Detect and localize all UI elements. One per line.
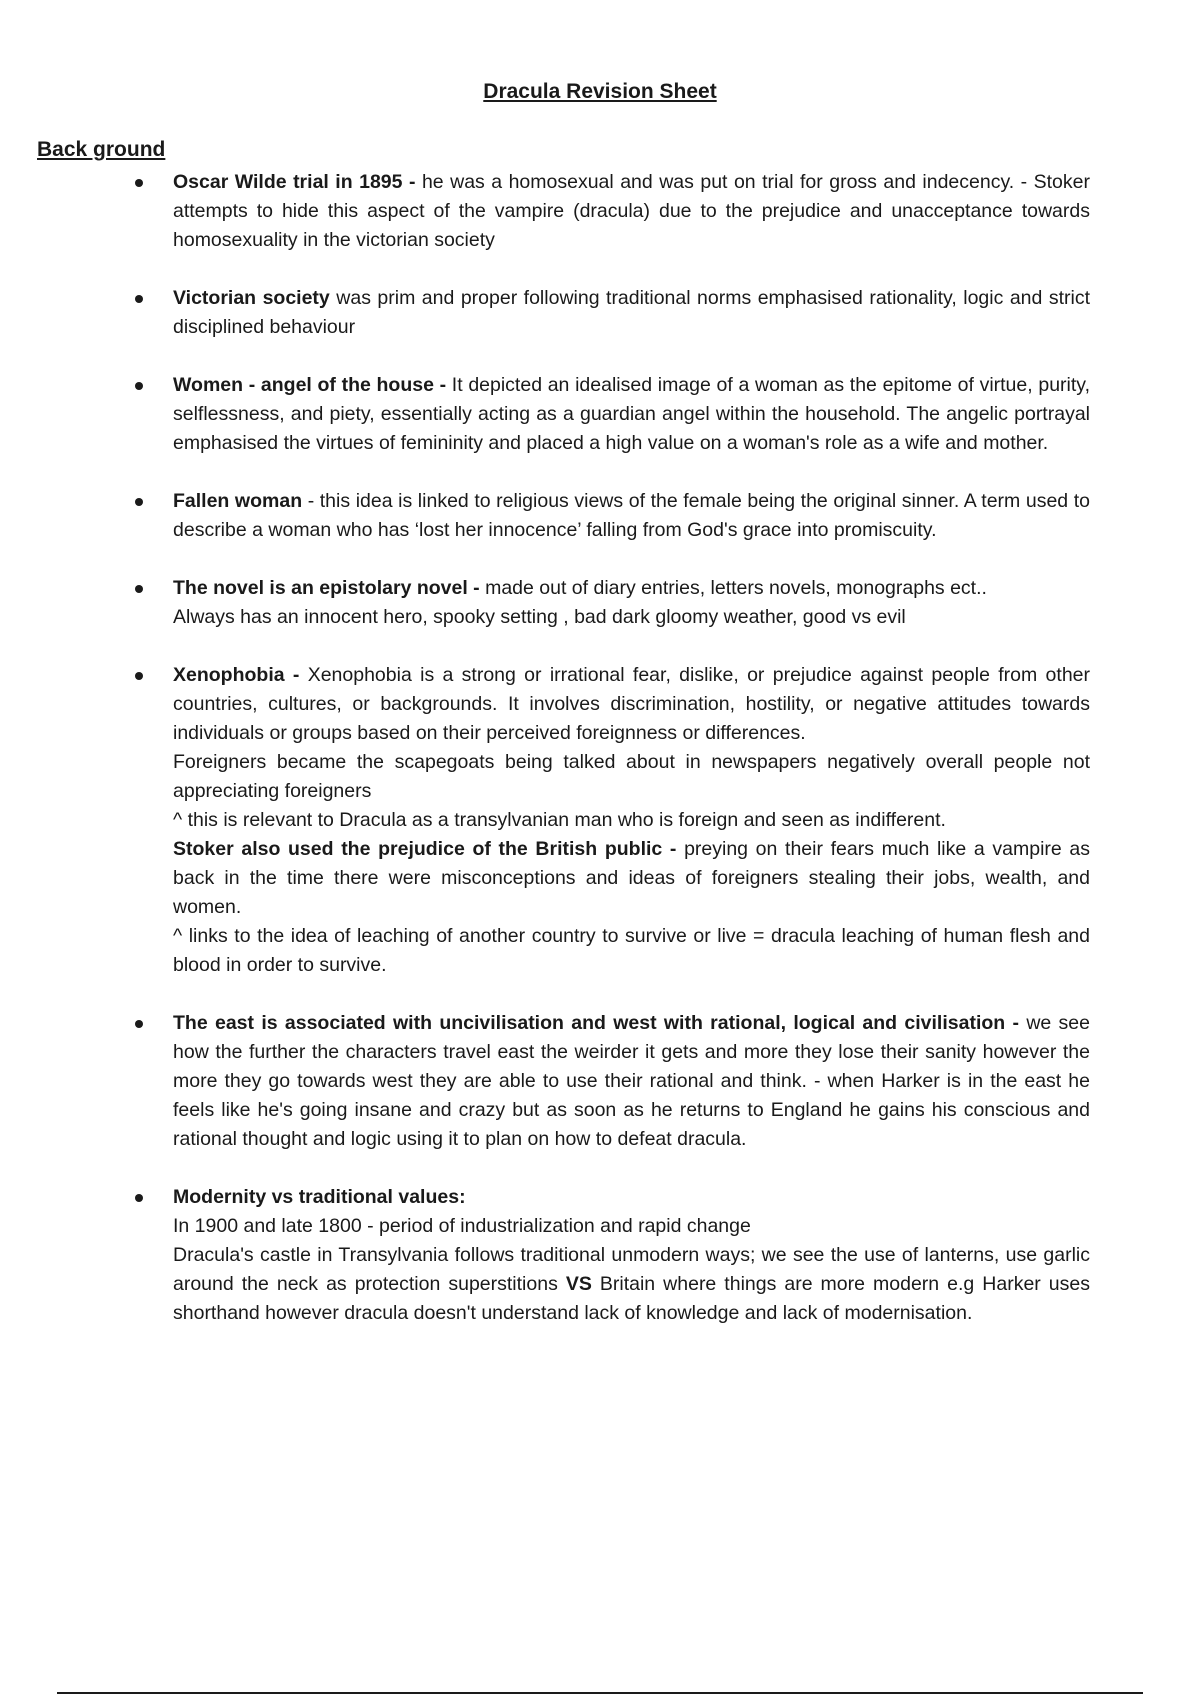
item-heading: Women - angel of the house - bbox=[173, 374, 447, 396]
item-heading: Victorian society bbox=[173, 287, 330, 309]
item-emphasis: VS bbox=[565, 1273, 592, 1295]
item-text: we see how the further the characters travel east the weirder it gets and more they lose their sanity however the more they go towards west they are able to use their rational and think. - when Harker is in the east he feels like he's going insane and crazy but as soon as he returns to England he gains his conscious and rational thought and logic using it to plan on how to defeat dracula. bbox=[173, 1012, 1090, 1150]
bullet-dot-icon bbox=[135, 672, 143, 680]
item-note: ^ links to the idea of leaching of another country to survive or live = dracula leaching of human flesh and blood in order to survive. bbox=[173, 925, 1090, 976]
item-text: Dracula's castle in Transylvania follows traditional unmodern ways; we see the use of lanterns, use garlic around the neck as protection superstitions bbox=[173, 1244, 1090, 1295]
item-text: Always has an innocent hero, spooky setting , bad dark gloomy weather, good vs evil bbox=[173, 606, 906, 628]
item-heading: The novel is an epistolary novel - bbox=[173, 577, 480, 599]
bullet-dot-icon bbox=[135, 179, 143, 187]
item-subheading: Stoker also used the prejudice of the British public - bbox=[173, 838, 677, 860]
bullet-dot-icon bbox=[135, 1020, 143, 1028]
bullet-dot-icon bbox=[135, 295, 143, 303]
item-heading: Oscar Wilde trial in 1895 - bbox=[173, 171, 416, 193]
item-heading: The east is associated with uncivilisation and west with rational, logical and civilisation - bbox=[173, 1012, 1019, 1034]
item-heading: Fallen woman bbox=[173, 490, 303, 512]
list-item bbox=[0, 371, 1200, 458]
bullet-dot-icon bbox=[135, 382, 143, 390]
list-item bbox=[0, 661, 1200, 980]
item-text: he was a homosexual and was put on trial for gross and indecency. - Stoker attempts to hide this aspect of the vampire (dracula) due to the prejudice and unacceptance towards homosexuality in the victorian society bbox=[173, 171, 1090, 251]
item-text: preying on their fears much like a vampire as back in the time there were misconceptions and ideas of foreigners stealing their jobs, wealth, and women. bbox=[173, 838, 1090, 918]
item-text: It depicted an idealised image of a woman as the epitome of virtue, purity, selflessness, and piety, essentially acting as a guardian angel within the household. The angelic portrayal emphasised the virtues of femininity and placed a high value on a woman's role as a wife and mother. bbox=[173, 374, 1090, 454]
list-item bbox=[0, 1183, 1200, 1328]
bullet-dot-icon bbox=[135, 1194, 143, 1202]
list-item bbox=[0, 1009, 1200, 1154]
item-text: In 1900 and late 1800 - period of industrialization and rapid change bbox=[173, 1215, 751, 1237]
item-heading: Xenophobia - bbox=[173, 664, 300, 686]
item-heading: Modernity vs traditional values: bbox=[173, 1186, 466, 1208]
list-item bbox=[0, 487, 1200, 545]
list-item bbox=[0, 574, 1200, 632]
item-text: made out of diary entries, letters novels, monographs ect.. bbox=[479, 577, 987, 599]
list-item bbox=[0, 168, 1200, 255]
bullet-dot-icon bbox=[135, 585, 143, 593]
list-item bbox=[0, 284, 1200, 342]
bullet-list bbox=[0, 168, 1200, 1328]
item-text: Britain where things are more modern e.g Harker uses shorthand however dracula doesn't understand lack of knowledge and lack of modernisation. bbox=[173, 1273, 1090, 1324]
item-text: was prim and proper following traditional norms emphasised rationality, logic and strict disciplined behaviour bbox=[173, 287, 1091, 338]
page-title: Dracula Revision Sheet bbox=[483, 80, 717, 103]
item-text: - this idea is linked to religious views of the female being the original sinner. A term used to describe a woman who has ‘lost her innocence’ falling from God's grace into promiscuity. bbox=[173, 490, 1090, 541]
item-text: Foreigners became the scapegoats being talked about in newspapers negatively overall people not appreciating foreigners bbox=[173, 751, 1090, 802]
item-text: Xenophobia is a strong or irrational fear, dislike, or prejudice against people from other countries, cultures, or backgrounds. It involves discrimination, hostility, or negative attitudes towards individuals or groups based on their perceived foreignness or differences. bbox=[173, 664, 1090, 744]
item-note: ^ this is relevant to Dracula as a transylvanian man who is foreign and seen as indifferent. bbox=[173, 809, 946, 831]
bullet-dot-icon bbox=[135, 498, 143, 506]
section-heading: Back ground bbox=[37, 138, 166, 161]
footer-divider bbox=[57, 1692, 1143, 1694]
